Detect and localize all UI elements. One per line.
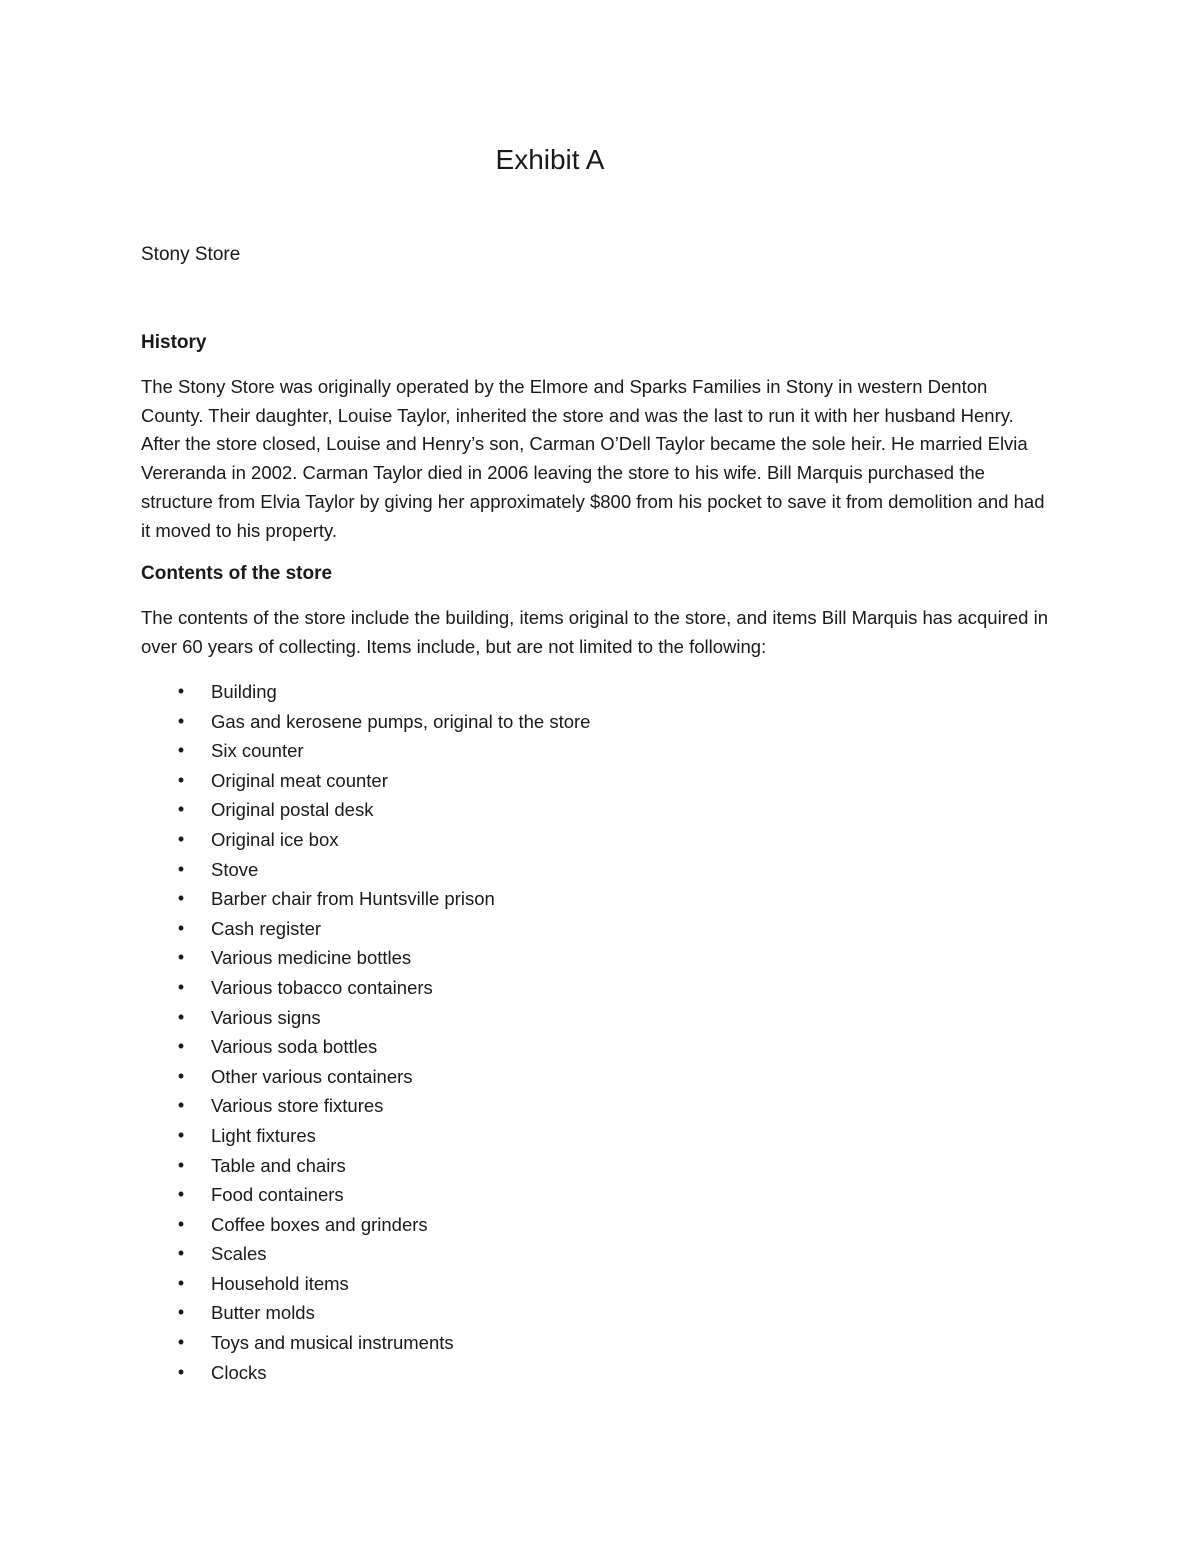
list-item bbox=[0, 1003, 590, 1033]
list-item bbox=[0, 795, 590, 825]
bullet-icon: • bbox=[177, 1272, 185, 1293]
list-item-label: Coffee boxes and grinders bbox=[211, 1213, 428, 1235]
bullet-icon: • bbox=[177, 1302, 185, 1323]
bullet-icon: • bbox=[177, 1184, 185, 1205]
bullet-icon: • bbox=[177, 947, 185, 968]
list-item bbox=[0, 1121, 590, 1151]
list-item bbox=[0, 677, 590, 707]
list-item bbox=[0, 1091, 590, 1121]
list-item-label: Original postal desk bbox=[211, 799, 374, 821]
list-item-label: Various soda bottles bbox=[211, 1036, 378, 1058]
bullet-icon: • bbox=[177, 1065, 185, 1086]
list-item-label: Butter molds bbox=[211, 1302, 315, 1324]
bullet-icon: • bbox=[177, 769, 185, 790]
bullet-icon: • bbox=[177, 917, 185, 938]
list-item-label: Stove bbox=[211, 858, 259, 880]
history-paragraph: The Stony Store was originally operated by the Elmore and Sparks Families in Stony in western Denton County. Their daughter, Louise Taylor, inherited the store and was the last to run it with her husband Henry. After the store closed, Louise and Henry’s son, Carman O’Dell Taylor became the sole heir. He married Elvia Vereranda in 2002. Carman Taylor died in 2006 leaving the store to his wife. Bill Marquis purchased the structure from Elvia Taylor by giving her approximately $800 from his pocket to save it from demolition and had it moved to his property. bbox=[141, 376, 1045, 541]
list-item bbox=[0, 973, 590, 1003]
list-item-label: Original ice box bbox=[211, 828, 339, 850]
list-item bbox=[0, 884, 590, 914]
bullet-icon: • bbox=[177, 740, 185, 761]
bullet-icon: • bbox=[177, 681, 185, 701]
list-item-label: Cash register bbox=[211, 917, 322, 939]
list-item-label: Light fixtures bbox=[211, 1124, 316, 1146]
contents-heading: Contents of the store bbox=[141, 563, 333, 584]
list-item-label: Six counter bbox=[211, 740, 304, 762]
bullet-icon: • bbox=[177, 1006, 185, 1027]
bullet-icon: • bbox=[177, 1332, 185, 1353]
bullet-icon: • bbox=[177, 1361, 185, 1382]
list-item bbox=[0, 736, 590, 766]
bullet-icon: • bbox=[177, 1213, 185, 1234]
list-item bbox=[0, 1239, 590, 1269]
bullet-icon: • bbox=[177, 1036, 185, 1057]
list-item bbox=[0, 1298, 590, 1328]
list-item bbox=[0, 914, 590, 944]
list-item-label: Table and chairs bbox=[211, 1154, 346, 1176]
list-item bbox=[0, 766, 590, 796]
bullet-icon: • bbox=[177, 828, 185, 849]
list-item bbox=[0, 1062, 590, 1092]
bullet-icon: • bbox=[177, 1095, 185, 1116]
list-item-label: Food containers bbox=[211, 1184, 344, 1206]
bullet-icon: • bbox=[177, 1154, 185, 1175]
list-item bbox=[0, 707, 590, 737]
list-item-label: Scales bbox=[211, 1243, 267, 1265]
list-item-label: Clocks bbox=[211, 1361, 267, 1383]
bullet-icon: • bbox=[177, 710, 185, 731]
bullet-icon: • bbox=[177, 1124, 185, 1145]
list-item bbox=[0, 855, 590, 885]
list-item-label: Toys and musical instruments bbox=[211, 1332, 454, 1354]
list-item bbox=[0, 1210, 590, 1240]
bullet-icon: • bbox=[177, 1243, 185, 1264]
list-item-label: Various store fixtures bbox=[211, 1095, 384, 1117]
list-item bbox=[0, 1180, 590, 1210]
list-item-label: Original meat counter bbox=[211, 769, 388, 791]
list-item-label: Household items bbox=[211, 1272, 349, 1294]
page-title: Exhibit A bbox=[495, 144, 605, 175]
document-subtitle: Stony Store bbox=[141, 244, 241, 265]
list-item-label: Gas and kerosene pumps, original to the store bbox=[211, 710, 591, 732]
list-item-label: Building bbox=[211, 681, 277, 702]
list-item bbox=[0, 1269, 590, 1299]
list-item-label: Other various containers bbox=[211, 1065, 413, 1087]
history-heading: History bbox=[141, 332, 207, 353]
list-item-label: Various medicine bottles bbox=[211, 947, 412, 969]
list-item bbox=[0, 1358, 590, 1388]
list-item bbox=[0, 825, 590, 855]
list-item-label: Barber chair from Huntsville prison bbox=[211, 888, 495, 910]
list-item bbox=[0, 1328, 590, 1358]
bullet-icon: • bbox=[177, 799, 185, 820]
list-item-label: Various tobacco containers bbox=[211, 976, 433, 998]
list-item bbox=[0, 1151, 590, 1181]
list-item bbox=[0, 943, 590, 973]
bullet-icon: • bbox=[177, 858, 185, 879]
list-item bbox=[0, 1032, 590, 1062]
bullet-icon: • bbox=[177, 888, 185, 909]
list-item-label: Various signs bbox=[211, 1006, 321, 1028]
bullet-icon: • bbox=[177, 976, 185, 997]
contents-item-list bbox=[0, 677, 590, 1387]
contents-paragraph: The contents of the store include the building, items original to the store, and items Bill Marquis has acquired in over 60 years of collecting. Items include, but are not limited to the following: bbox=[141, 607, 1048, 657]
